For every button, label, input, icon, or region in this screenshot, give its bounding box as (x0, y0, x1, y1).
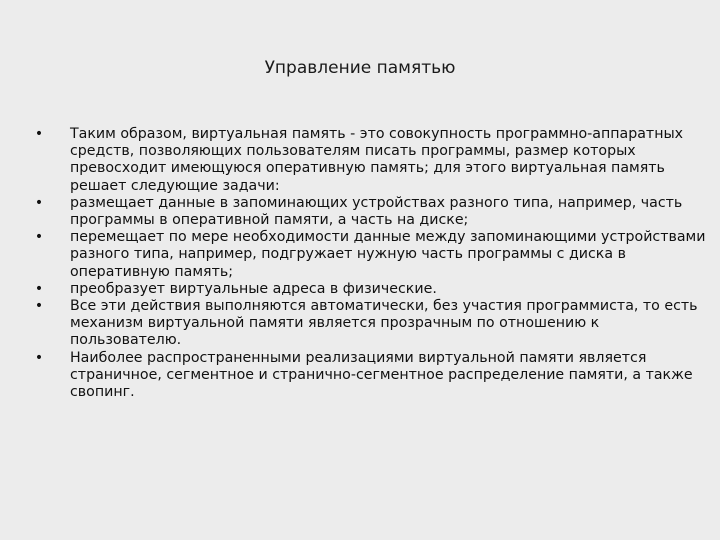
bullet-icon: • (34, 349, 44, 366)
bullet-list (34, 126, 706, 401)
bullet-icon: • (34, 229, 44, 246)
bullet-icon: • (34, 126, 44, 142)
list-item (34, 350, 706, 402)
bullet-icon: • (34, 280, 44, 297)
list-item-text: преобразует виртуальные адреса в физические. (70, 280, 437, 297)
list-item (34, 298, 706, 350)
list-item-text: Все эти действия выполняются автоматически, без участия программиста, то есть механизм виртуальной памяти является прозрачным по отношению к пользователю. (70, 298, 698, 349)
bullet-icon: • (34, 298, 44, 315)
list-item-text: Наиболее распространенными реализациями виртуальной памяти является страничное, сегментное и странично-сегментное распределение памяти, а также свопинг. (70, 349, 693, 401)
list-item-text: Таким образом, виртуальная память - это совокупность программно-аппаратных средств, позволяющих пользователям писать программы, размер которых превосходит имеющуюся оперативную память; для этого виртуальная память решает следующие задачи: (70, 126, 684, 194)
list-item (34, 229, 706, 281)
list-item (34, 126, 706, 195)
list-item-text: размещает данные в запоминающих устройствах разного типа, например, часть программы в оперативной памяти, а часть на диске; (70, 194, 683, 229)
list-item-text: перемещает по мере необходимости данные между запоминающими устройствами разного типа, например, подгружает нужную часть программы с диска в оперативную память; (70, 229, 706, 280)
list-item (34, 281, 706, 298)
list-item (34, 195, 706, 229)
bullet-icon: • (34, 194, 44, 211)
slide-title: Управление памятью (264, 58, 456, 78)
